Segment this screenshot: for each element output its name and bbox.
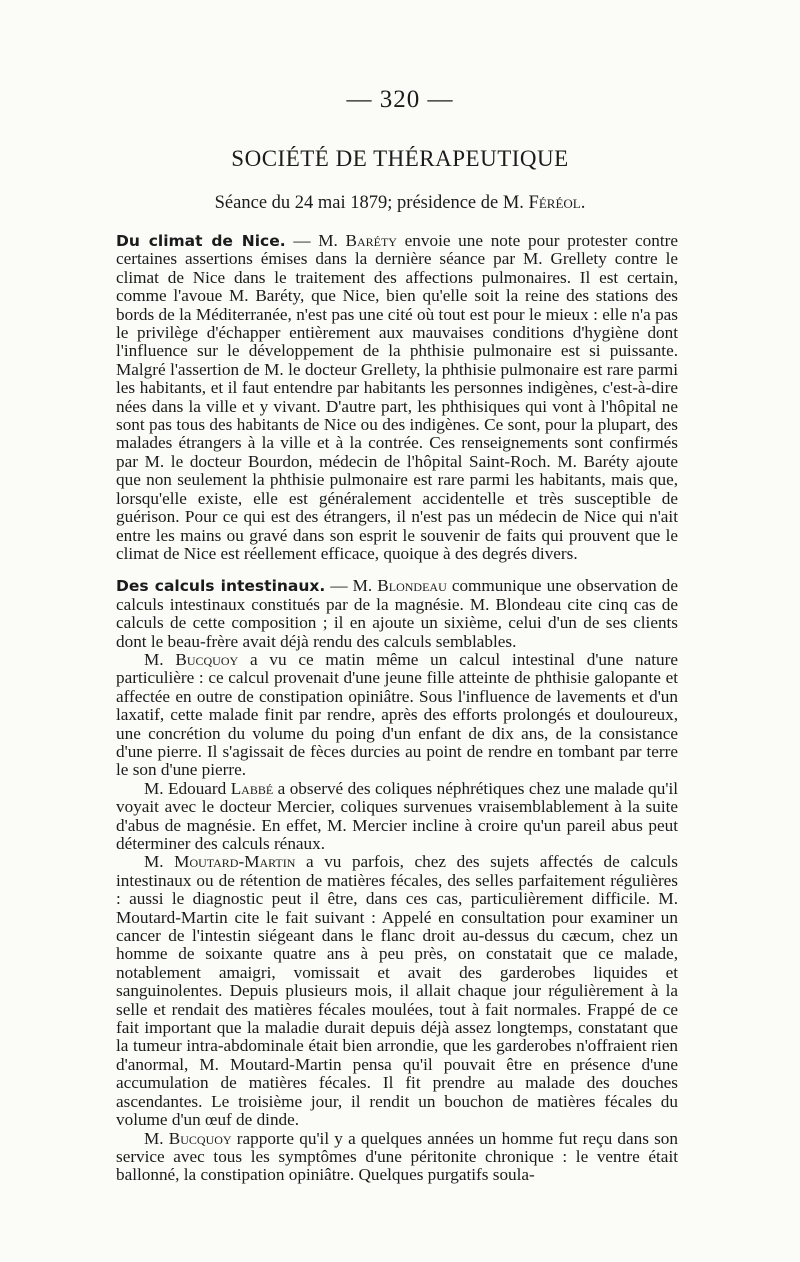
- text-run: a observé des coliques néphrétiques chez une malade qu'il voyait avec le docteur Mercier, coliques survenues vraisemblablement à la suite d'abus de magnésie. En effet, M. Mercier incline à croire qu'un pareil abus peut déterminer des calculs rénaux.: [116, 778, 678, 853]
- paragraph-calculs-1: [116, 577, 678, 651]
- author-name: Bucquoy: [168, 1128, 232, 1148]
- article-body: [116, 232, 678, 1185]
- society-heading: SOCIÉTÉ DE THÉRAPEUTIQUE: [231, 146, 569, 171]
- seance-president: Féréol: [528, 193, 581, 213]
- text-run: — M.: [285, 231, 346, 250]
- page-number: — 320 —: [346, 86, 454, 113]
- author-name: Blondeau: [377, 576, 447, 596]
- seance-prefix: Séance du 24 mai 1879; présidence de M.: [214, 193, 529, 213]
- text-run: M. Edouard: [144, 778, 231, 798]
- text-run: M.: [144, 1128, 169, 1148]
- text-run: rapporte qu'il y a quelques années un homme fut reçu dans son service avec tous les symptômes d'une péritonite chronique : le ventre était ballonné, la constipation opiniâtre. Quelques purgatifs soula-: [116, 1128, 678, 1185]
- author-name: Bucquoy: [175, 649, 239, 669]
- author-name: Baréty: [345, 231, 397, 250]
- seance-suffix: .: [580, 193, 586, 213]
- author-name: Labbé: [230, 778, 274, 798]
- text-run: M.: [144, 852, 175, 872]
- author-name: Moutard-Martin: [174, 852, 296, 872]
- section-title-climat: Du climat de Nice.: [116, 232, 286, 250]
- text-run: a vu ce matin même un calcul intestinal d'une nature particulière : ce calcul provenait d'une jeune fille atteinte de phthisie galopante et affectée en outre de constipation opiniâtre. Sous l'influence de lavements et d'un laxatif, cette malade finit par rendre, après des efforts prolongés et douloureux, une concrétion du volume du poing d'un enfant de dix ans, de la consistance d'une pierre. Il s'agissait de fèces durcies au point de rendre en tombant par terre le son d'une pierre.: [116, 649, 678, 780]
- paragraph-calculs-4: [116, 853, 678, 1129]
- section-title-calculs: Des calculs intestinaux.: [116, 577, 326, 596]
- seance-line: [0, 193, 800, 214]
- text-run: envoie une note pour protester contre certaines assertions émises dans la dernière séance par M. Grellety contre le climat de Nice dans le traitement des affections pulmonaires. Il est certain, comme l'avoue M. Baréty, que Nice, bien qu'elle soit la reine des stations des bords de la Méditerranée, n'est pas une cité où tout est pour le mieux : elle n'a pas le privilège d'échapper entièrement aux mauvaises conditions d'hygiène dont l'influence sur le développement de la phthisie pulmonaire est si puissante. Malgré l'assertion de M. le docteur Grellety, la phthisie pulmonaire est rare parmi les habitants, et il faut entendre par habitants les personnes indigènes, c'est-à-dire nées dans la ville et y vivant. D'autre part, les phthisiques qui vont à l'hôpital ne sont pas tous des habitants de Nice ou des indigènes. Ce sont, pour la plupart, des malades étrangers à la ville et à la contrée. Ces renseignements sont confirmés par M. le docteur Bourdon, médecin de l'hôpital Saint-Roch. M. Baréty ajoute que non seulement la phthisie pulmonaire est rare parmi les habitants, mais que, lorsqu'elle existe, elle est généralement accidentelle et très susceptible de guérison. Pour ce qui est des étrangers, il n'est pas un médecin de Nice qui n'ait entre les mains ou gravé dans son esprit le souvenir de faits qui prouvent que le climat de Nice est réellement efficace, quoique à des degrés divers.: [116, 231, 678, 563]
- paragraph-climat: [116, 232, 678, 563]
- paragraph-calculs-2: [116, 651, 678, 780]
- paragraph-calculs-3: [116, 780, 678, 854]
- text-run: M.: [144, 649, 176, 669]
- text-run: a vu parfois, chez des sujets affectés de calculs intestinaux ou de rétention de matières fécales, des selles parfaitement régulières : aussi le diagnostic peut il être, dans ces cas, particulièrement difficile. M. Moutard-Martin cite le fait suivant : Appelé en consultation pour examiner un cancer de l'intestin siégeant dans le flanc droit au-dessus du cæcum, chez un homme de soixante quatre ans à peu près, on constatait que ce malade, notablement amaigri, vomissait et avait des garderobes liquides et sanguinolentes. Depuis plusieurs mois, il allait chaque jour régulièrement à la selle et rendait des matières fécales moulées, tout à fait normales. Frappé de ce fait important que la maladie durait depuis déjà assez longtemps, constatant que la tumeur intra-abdominale était bien arrondie, que les garderobes n'offraient rien d'anormal, M. Moutard-Martin pensa qu'il pouvait être en présence d'une accumulation de matières fécales. Il fit prendre au malade des douches ascendantes. Le troisième jour, il rendit un bouchon de matières fécales du volume d'un œuf de dinde.: [116, 852, 678, 1130]
- text-run: communique une observation de calculs intestinaux constitués par de la magnésie. M. Blondeau cite cinq cas de calculs de cette composition ; il en ajoute un sixième, celui d'un de ses clients dont le beau-frère avait déjà rendu des calculs semblables.: [116, 576, 678, 651]
- paragraph-calculs-5: [116, 1130, 678, 1185]
- text-run: — M.: [325, 576, 378, 596]
